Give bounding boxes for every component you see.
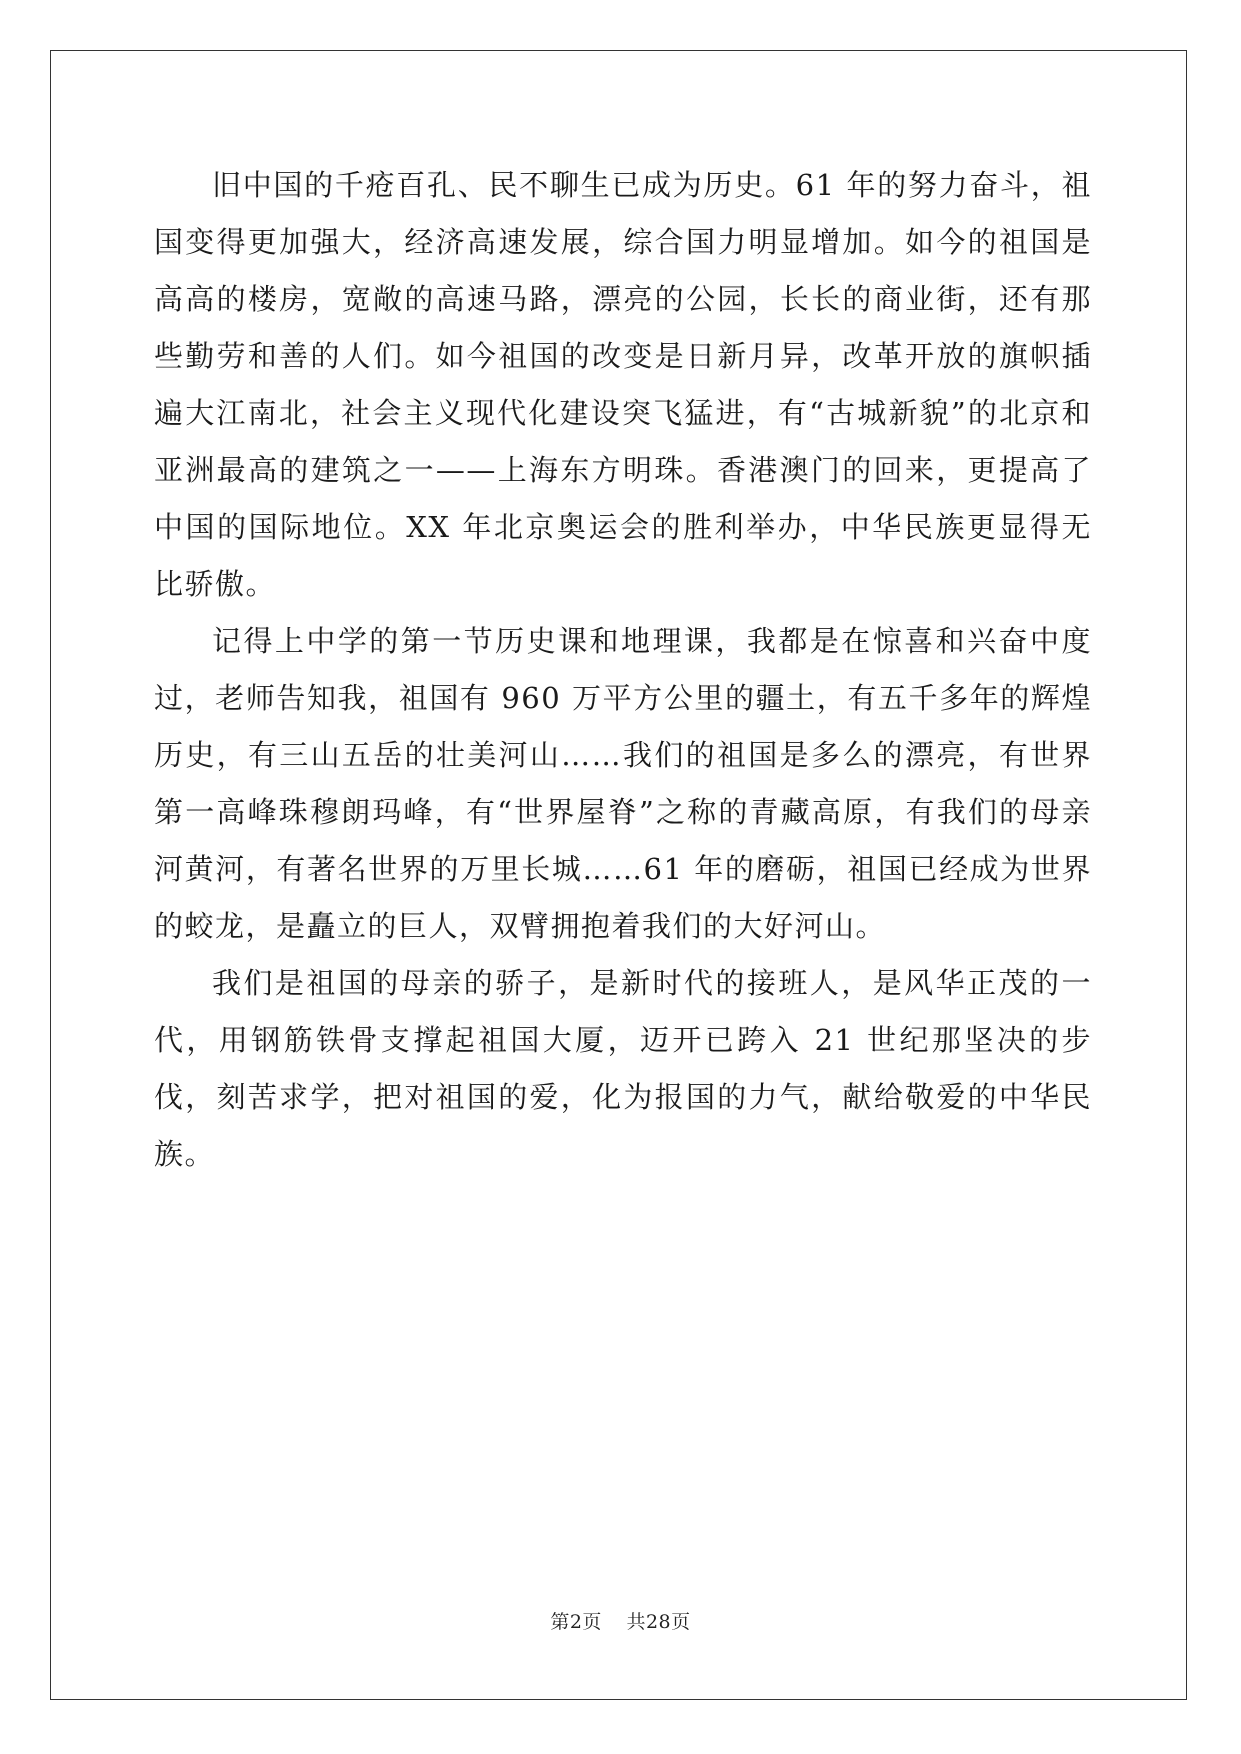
page-number-total: 共28页 bbox=[626, 1611, 691, 1633]
document-body bbox=[154, 157, 1092, 1183]
page-footer bbox=[0, 1607, 1241, 1634]
paragraph-2: 记得上中学的第一节历史课和地理课，我都是在惊喜和兴奋中度过，老师告知我，祖国有 960 万平方公里的疆土，有五千多年的辉煌历史，有三山五岳的壮美河山……我们的祖国是多么的漂亮，有世界第一高峰珠穆朗玛峰，有“世界屋脊”之称的青藏高原，有我们的母亲河黄河，有著名世界的万里长城……61 年的磨砺，祖国已经成为世界的蛟龙，是矗立的巨人，双臂拥抱着我们的大好河山。 bbox=[154, 624, 1092, 943]
paragraph-3: 我们是祖国的母亲的骄子，是新时代的接班人，是风华正茂的一代，用钢筋铁骨支撑起祖国大厦，迈开已跨入 21 世纪那坚决的步伐，刻苦求学，把对祖国的爱，化为报国的力气，献给敬爱的中华民族。 bbox=[154, 966, 1092, 1171]
page-number-current: 第2页 bbox=[550, 1611, 602, 1633]
paragraph-1: 旧中国的千疮百孔、民不聊生已成为历史。61 年的努力奋斗，祖国变得更加强大，经济高速发展，综合国力明显增加。如今的祖国是高高的楼房，宽敞的高速马路，漂亮的公园，长长的商业街，还有那些勤劳和善的人们。如今祖国的改变是日新月异，改革开放的旗帜插遍大江南北，社会主义现代化建设突飞猛进，有“古城新貌”的北京和亚洲最高的建筑之一——上海东方明珠。香港澳门的回来，更提高了中国的国际地位。XX 年北京奥运会的胜利举办，中华民族更显得无比骄傲。 bbox=[154, 168, 1092, 601]
